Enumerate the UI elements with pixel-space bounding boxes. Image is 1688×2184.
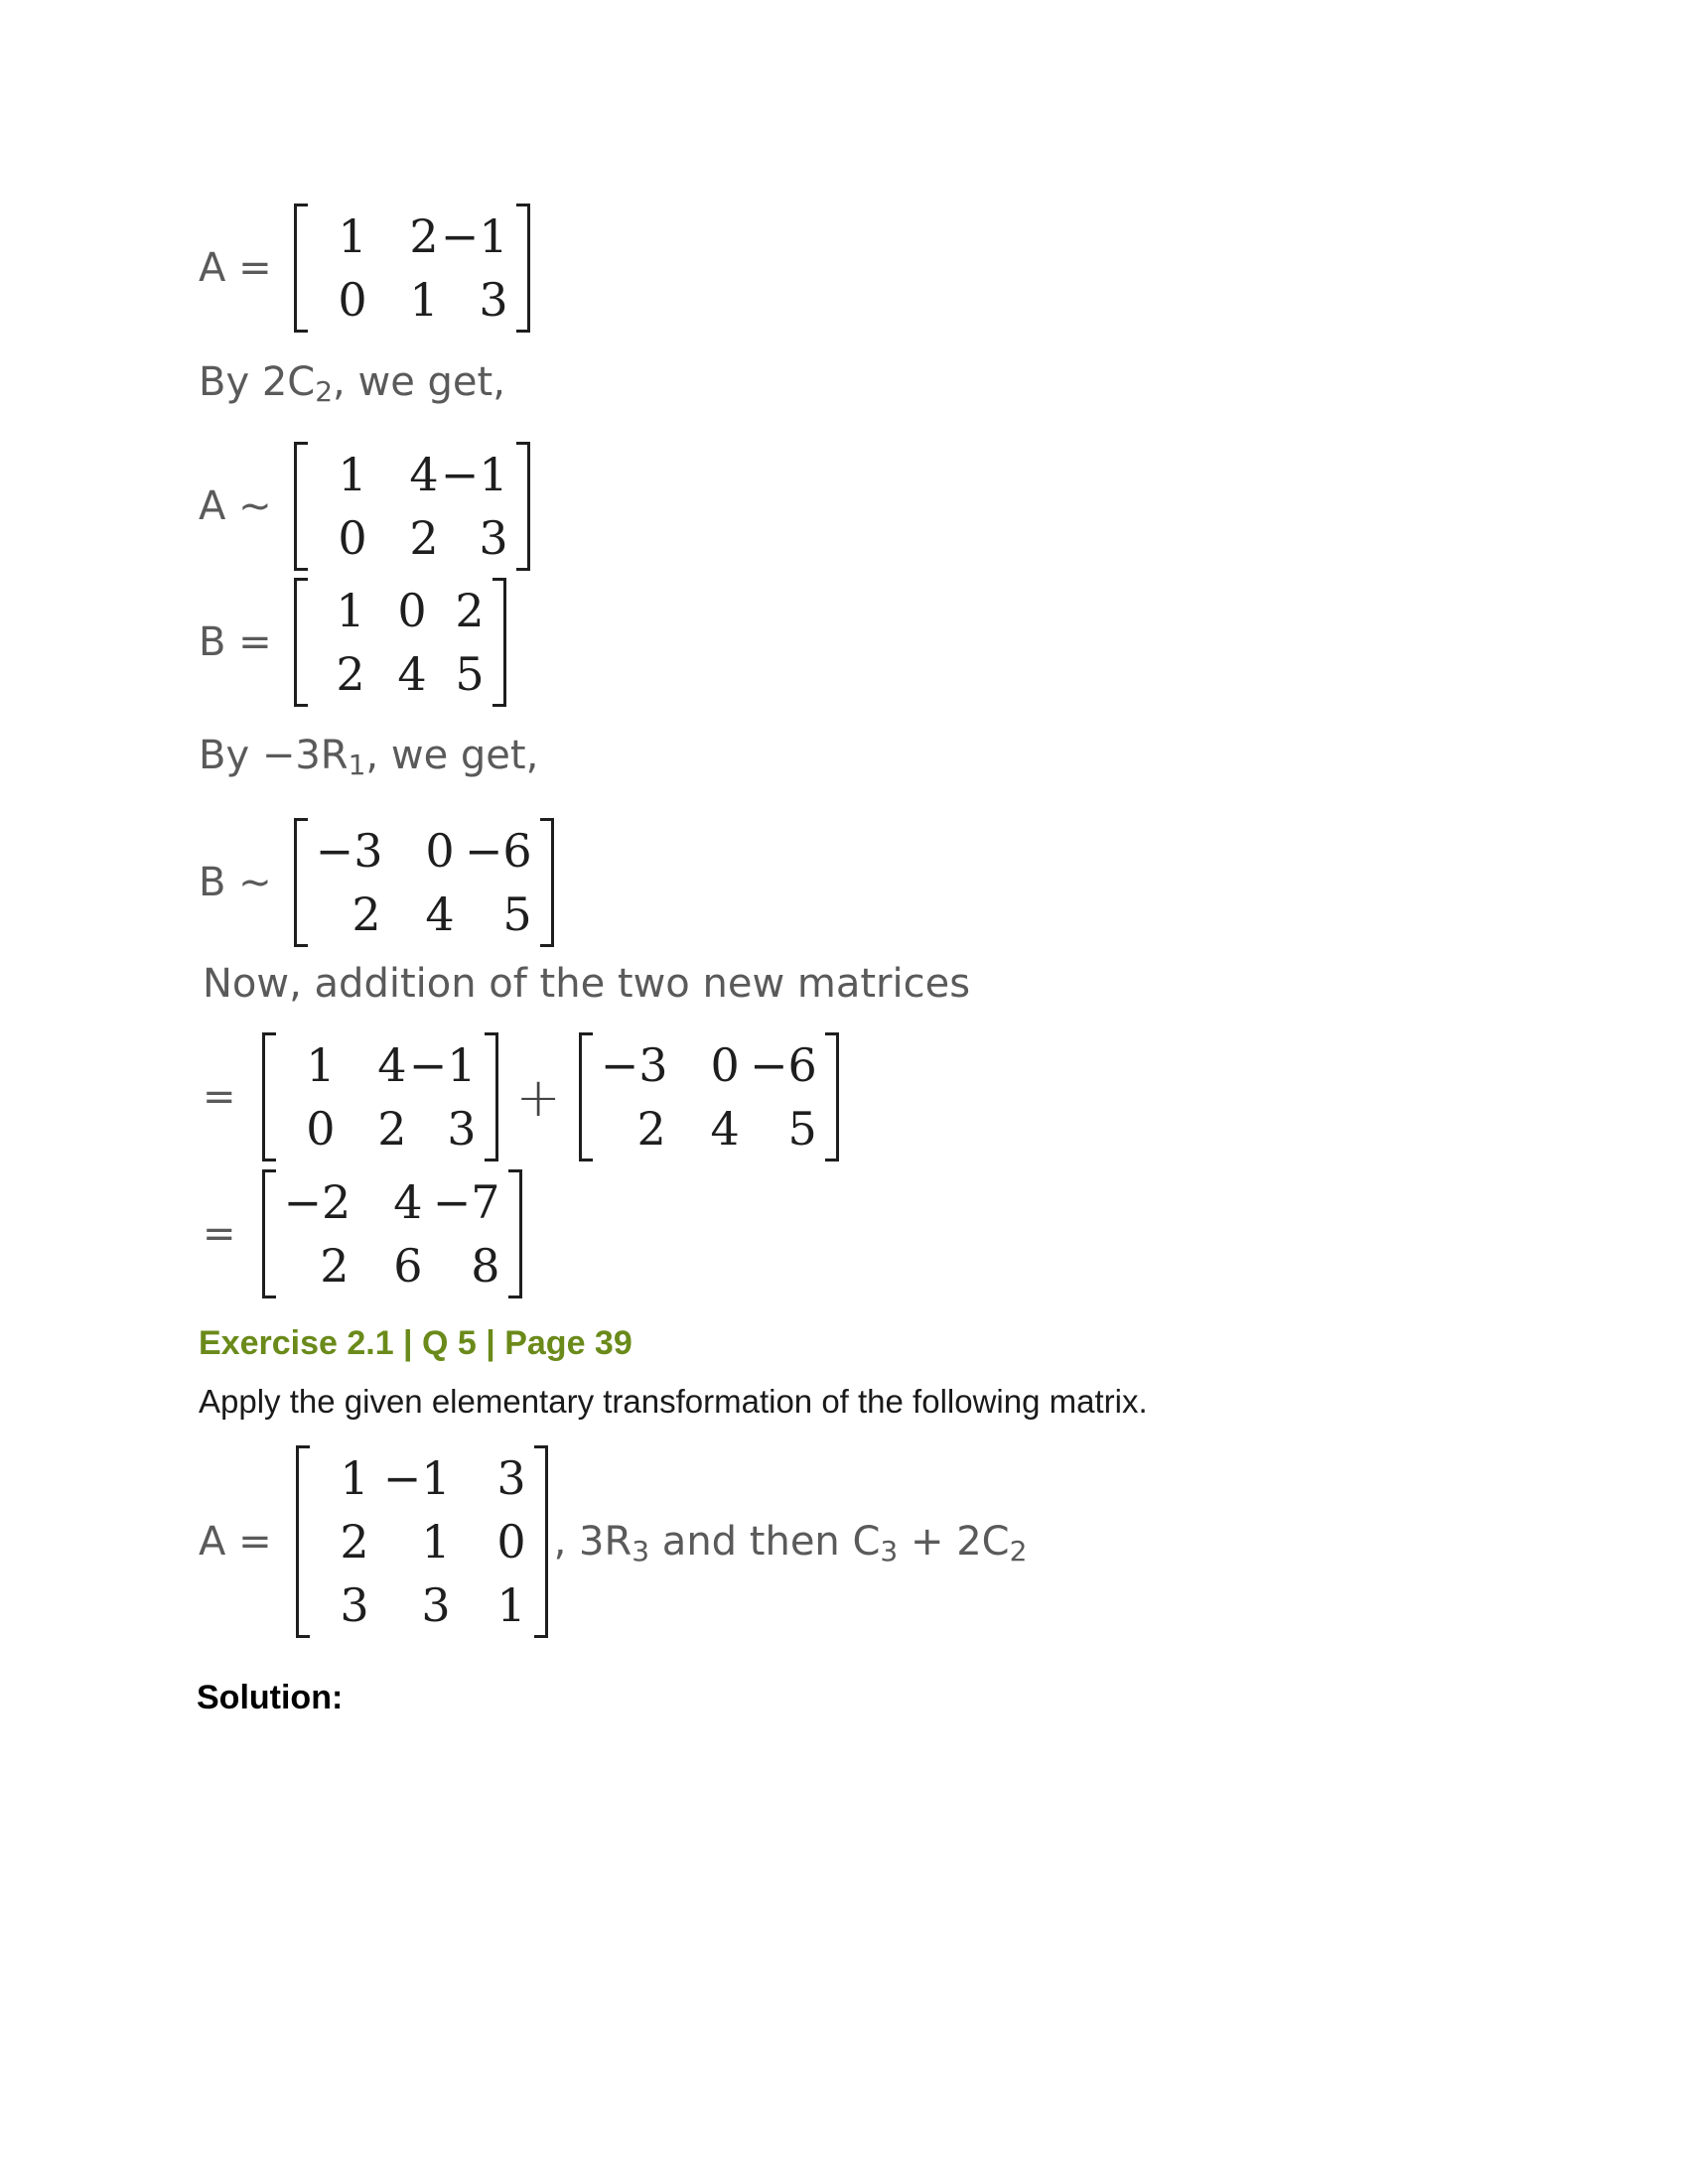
left-bracket — [294, 204, 308, 333]
question-matrix — [296, 1445, 548, 1638]
matrix-cell: 2 — [455, 584, 485, 637]
addition-text: Now, addition of the two new matrices — [203, 961, 971, 1007]
matrix-cell: 4 — [393, 1175, 423, 1229]
step-text-2c2: By $2C_2$, we get, — [199, 359, 505, 408]
matrix-cell: 2 — [340, 1515, 369, 1569]
right-bracket — [534, 1445, 548, 1638]
matrix-cell: 5 — [787, 1102, 817, 1156]
right-bracket — [508, 1169, 522, 1298]
right-bracket — [485, 1032, 498, 1161]
left-bracket — [262, 1032, 276, 1161]
matrix-cell: 2 — [409, 511, 439, 565]
matrix-cell: 2 — [377, 1102, 407, 1156]
right-bracket — [516, 204, 530, 333]
matrix-sum-right — [579, 1032, 839, 1161]
matrix-b-transformed — [294, 818, 554, 947]
matrix-cell: −3 — [315, 824, 383, 878]
matrix-label: A = — [199, 245, 272, 291]
question-matrix-row — [199, 1445, 1027, 1638]
matrix-cell: 1 — [421, 1515, 451, 1569]
matrix-a-transformed-row — [199, 442, 530, 571]
matrix-cell: 5 — [455, 647, 485, 701]
matrix-cell: −2 — [283, 1175, 352, 1229]
matrix-cell: 0 — [397, 584, 427, 637]
matrix-a-row — [199, 204, 530, 333]
matrix-cell: −1 — [440, 448, 508, 501]
step-text-minus-3r1: $By -3R_1$, we get, — [199, 733, 539, 781]
matrix-cell: 2 — [636, 1102, 666, 1156]
matrix-cell: 3 — [421, 1578, 451, 1632]
left-bracket — [296, 1445, 310, 1638]
matrix-label: A = — [199, 1519, 272, 1565]
matrix-cell: 0 — [306, 1102, 336, 1156]
matrix-b-transformed-row — [199, 818, 554, 947]
matrix-cell: 2 — [409, 209, 439, 263]
matrix-cell: −1 — [440, 209, 508, 263]
question-text: Apply the given elementary transformation of the following matrix. — [199, 1383, 1148, 1420]
right-bracket — [492, 578, 506, 707]
matrix-sum-left — [262, 1032, 498, 1161]
matrix-cell: 4 — [397, 647, 427, 701]
right-bracket — [825, 1032, 839, 1161]
matrix-cell: 1 — [340, 1451, 369, 1505]
matrix-cell: 2 — [320, 1239, 350, 1293]
left-bracket — [579, 1032, 593, 1161]
matrix-cell: −1 — [382, 1451, 451, 1505]
matrix-cell: −1 — [408, 1038, 477, 1092]
left-bracket — [294, 578, 308, 707]
matrix-cell: 4 — [710, 1102, 740, 1156]
right-bracket — [516, 442, 530, 571]
matrix-cell: −3 — [600, 1038, 668, 1092]
matrix-cell: 4 — [377, 1038, 407, 1092]
matrix-cell: −6 — [464, 824, 532, 878]
matrix-label: A ~ — [199, 483, 272, 529]
matrix-b-row — [199, 578, 506, 707]
matrix-cell: 8 — [471, 1239, 500, 1293]
matrix-result-row — [203, 1169, 522, 1298]
matrix-a-transformed — [294, 442, 530, 571]
left-bracket — [262, 1169, 276, 1298]
matrix-cell: −7 — [432, 1175, 500, 1229]
matrix-cell: 1 — [496, 1578, 526, 1632]
matrix-cell: 1 — [409, 273, 439, 327]
matrix-cell: 0 — [338, 511, 367, 565]
matrix-a — [294, 204, 530, 333]
matrix-cell: 1 — [336, 584, 365, 637]
transformation-text: , $3R_3$ and then $C_3 + 2C_2$ — [553, 1519, 1028, 1568]
matrix-b — [294, 578, 506, 707]
matrix-cell: 1 — [338, 448, 367, 501]
matrix-cell: 3 — [340, 1578, 369, 1632]
matrix-cell: −6 — [749, 1038, 817, 1092]
matrix-cell: 0 — [425, 824, 455, 878]
matrix-cell: 0 — [338, 273, 367, 327]
matrix-cell: 0 — [496, 1515, 526, 1569]
exercise-heading: Exercise 2.1 | Q 5 | Page 39 — [199, 1324, 633, 1362]
right-bracket — [540, 818, 554, 947]
matrix-label: B ~ — [199, 860, 272, 905]
matrix-cell: 5 — [502, 887, 532, 941]
matrix-cell: 6 — [393, 1239, 423, 1293]
matrix-label: B = — [199, 619, 272, 665]
equals-sign: = — [203, 1074, 236, 1120]
matrix-cell: 3 — [496, 1451, 526, 1505]
matrix-result — [262, 1169, 522, 1298]
matrix-cell: 2 — [336, 647, 365, 701]
matrix-cell: 4 — [409, 448, 439, 501]
solution-label: Solution: — [197, 1679, 344, 1716]
matrix-cell: 3 — [479, 511, 508, 565]
matrix-cell: 1 — [306, 1038, 336, 1092]
matrix-cell: 2 — [352, 887, 381, 941]
plus-sign: + — [515, 1065, 561, 1129]
equals-sign: = — [203, 1211, 236, 1257]
matrix-cell: 3 — [479, 273, 508, 327]
matrix-sum-row — [203, 1032, 839, 1161]
matrix-cell: 4 — [425, 887, 455, 941]
matrix-cell: 1 — [338, 209, 367, 263]
matrix-cell: 0 — [710, 1038, 740, 1092]
matrix-cell: 3 — [447, 1102, 477, 1156]
left-bracket — [294, 818, 308, 947]
left-bracket — [294, 442, 308, 571]
